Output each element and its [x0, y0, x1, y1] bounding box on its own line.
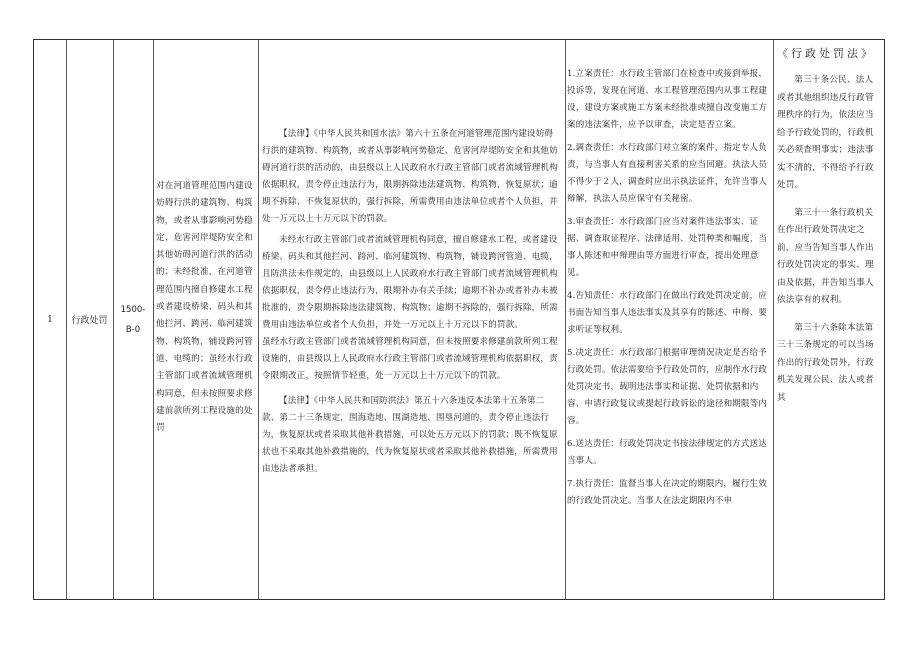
category-text: 行政处罚 — [71, 316, 108, 326]
item-description: 对在河道管理范围内建设妨碍行洪的建筑物、构筑物，或者从事影响河势稳定、危害河岸堤防安全和其他妨碍河道行洪的活动的；未经批准，在河道管理范围内擅自修建水工程或者建设桥梁、码头和其他拦河、跨河、临河建筑物、构筑物，铺设跨河管道、电缆的；虽经水行政主管部门或者流域管理机构同意，但未按照要求修建前款所列工程设施的处罚 — [156, 181, 253, 434]
reference-paragraph: 第三十六条除本法第三十三条规定的可以当场作出的行政处罚外，行政机关发现公民、法人或者其 — [777, 322, 874, 403]
reference-paragraph: 第三十条公民、法人或者其他组织违反行政管理秩序的行为，依法应当给予行政处罚的，行政机关必须查明事实；违法事实不清的，不得给予行政处罚。 — [777, 75, 874, 190]
category-cell — [66, 40, 113, 599]
item-code: 1500-B-0 — [120, 304, 146, 335]
basis-paragraph: 【法律】《中华人民共和国水法》第六十五条在河道管理范围内建设妨碍行洪的建筑物、构筑物，或者从事影响河势稳定、危害河岸堤防安全和其他妨碍河道行洪的活动的，由县级以上人民政府水行政主管部门或者流域管理机构依据职权，责令停止违法行为，限期拆除违法建筑物、构筑物，恢复原状；逾期不拆除、不恢复原状的，强行拆除，所需费用由违法单位或者个人负担，并处一万元以上十万元以下的罚款。 — [262, 129, 558, 224]
duty-item: 6.送达责任：行政处罚决定书按法律规定的方式送达当事人。 — [567, 439, 767, 466]
seq-number: 1 — [47, 314, 53, 325]
record-table — [33, 39, 885, 600]
duty-item: 4.告知责任：水行政部门在做出行政处罚决定前，应书面告知当事人违法事实及其享有的陈述、申辩、要求听证等权利。 — [567, 291, 768, 335]
item-cell — [153, 40, 258, 599]
duty-item: 5.决定责任：水行政部门根据审理情况决定是否给予行政处罚。依法需要给予行政处罚的，应制作水行政处罚决定书，载明违法事实和证据、处罚依据和内容、申请行政复议或提起行政诉讼的途径和期限等内容。 — [567, 348, 768, 426]
duty-item: 2.调查责任：水行政部门对立案的案件，指定专人负责，与当事人有直接利害关系的应当回避。执法人员不得少于２人，调查时应出示执法证件，允许当事人辩解，执法人员应保守有关秘密。 — [567, 143, 768, 204]
reference-title: 《行政处罚法》 — [777, 47, 875, 60]
basis-paragraph: 虽经水行政主管部门或者流域管理机构同意，但未按照要求修建前款所列工程设施的，由县级以上人民政府水行政主管部门或者流域管理机构依据职权，责令限期改正，按照情节轻重，处一万元以上十万元以下的罚款。 — [262, 337, 558, 381]
duty-item: 1.立案责任：水行政主管部门在检查中或接到举报、投诉等，发现在河道、水工程管理范围内从事工程建设，建设方案或施工方案未经批准或擅自改变施工方案的违法案件，应予以审查，决定是否立案。 — [567, 69, 768, 130]
duties-cell — [565, 40, 773, 599]
basis-cell — [258, 40, 565, 599]
reference-paragraph: 第三十一条行政机关在作出行政处罚决定之前，应当告知当事人作出行政处罚决定的事实、理由及依据，并告知当事人依法享有的权利。 — [777, 207, 874, 305]
duty-item: 3.审查责任：水行政部门应当对案件违法事实、证据、调查取证程序、法律适用、处罚种类和幅度，当事人陈述和申辩理由等方面进行审查，提出处理意见。 — [567, 217, 768, 278]
basis-paragraph: 未经水行政主管部门或者流域管理机构同意，擅自修建水工程，或者建设桥梁、码头和其他拦河、跨河、临河建筑物、构筑物，铺设跨河管道、电缆，且防洪法未作规定的，由县级以上人民政府水行政主管部门或者流域管理机构依据职权，责令停止违法行为，限期补办有关手续；逾期不补办或者补办未被批准的，责令限期拆除违法建筑物、构筑物；逾期不拆除的，强行拆除，所需费用由违法单位或者个人负担，并处一万元以上十万元以下的罚款。 — [262, 235, 558, 330]
reference-cell — [773, 40, 886, 599]
basis-paragraph: 【法律】《中华人民共和国防洪法》第五十六条违反本法第十五条第二款、第二十三条规定，围海造地、围湖造地、围垦河道的，责令停止违法行为，恢复原状或者采取其他补救措施，可以处五万元以下的罚款；既不恢复原状也不采取其他补救措施的，代为恢复原状或者采取其他补救措施，所需费用由违法者承担。 — [262, 396, 558, 474]
seq-cell — [34, 40, 66, 599]
code-cell — [113, 40, 153, 599]
duty-item: 7.执行责任：监督当事人在决定的期限内，履行生效的行政处罚决定。当事人在法定期限内不申 — [567, 479, 767, 506]
